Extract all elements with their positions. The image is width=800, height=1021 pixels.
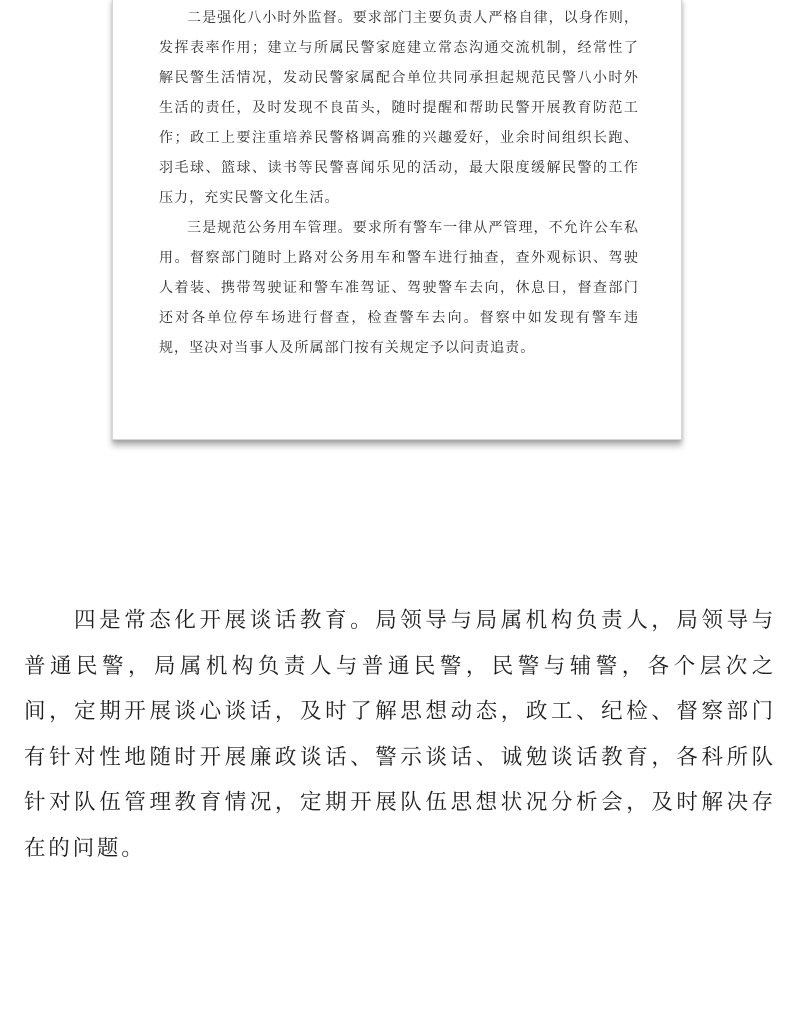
- paragraph-supervision: 二是强化八小时外监督。要求部门主要负责人严格自律，以身作则，发挥表率作用；建立与所属民警家庭建立常态沟通交流机制，经常性了解民警生活情况，发动民警家属配合单位共同承担起规范民警八小时外生活的责任，及时发现不良苗头，随时提醒和帮助民警开展教育防范工作；政工上要注重培养民警格调高雅的兴趣爱好，业余时间组织长跑、羽毛球、篮球、读书等民警喜闻乐见的活动，最大限度缓解民警的工作压力，充实民警文化生活。: [159, 10, 639, 206]
- paragraph-talk-education: 四是常态化开展谈话教育。局领导与局属机构负责人，局领导与普通民警，局属机构负责人与普通民警，民警与辅警，各个层次之间，定期开展谈心谈话，及时了解思想动态，政工、纪检、督察部门有针对性地随时开展廉政谈话、警示谈话、诚勉谈话教育，各科所队针对队伍管理教育情况，定期开展队伍思想状况分析会，及时解决存在的问题。: [24, 608, 776, 861]
- main-text-block: [24, 598, 776, 871]
- document-page-preview: [112, 0, 682, 440]
- paragraph-vehicle-management: 三是规范公务用车管理。要求所有警车一律从严管理，不允许公车私用。督察部门随时上路对公务用车和警车进行抽查，查外观标识、驾驶人着装、携带驾驶证和警车准驾证、驾驶警车去向，休息日，督查部门还对各单位停车场进行督查，检查警车去向。督察中如发现有警车违规，坚决对当事人及所属部门按有关规定予以问责追责。: [159, 220, 639, 356]
